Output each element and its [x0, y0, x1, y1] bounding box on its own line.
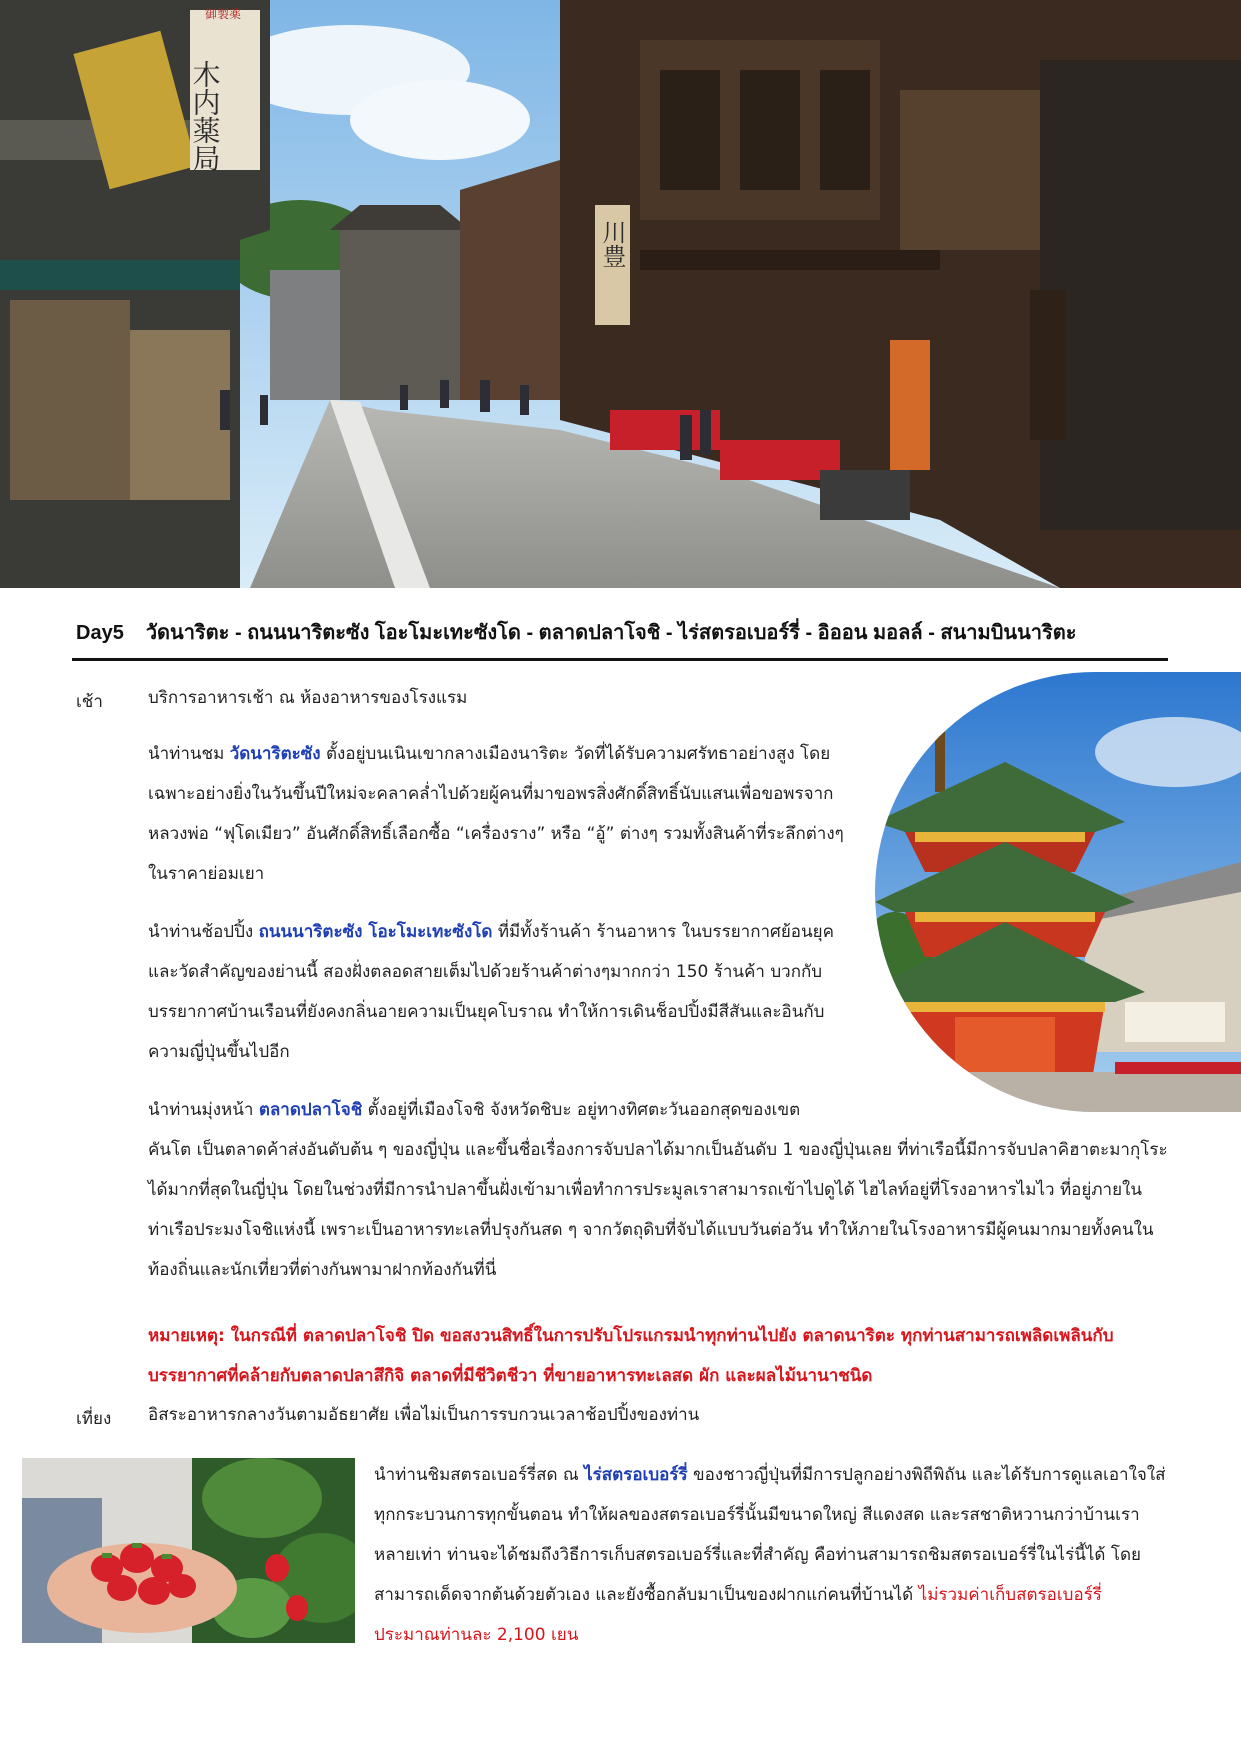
morning-label: เช้า [76, 692, 103, 712]
strawberry-paragraph [374, 1455, 1168, 1655]
lunch-text: อิสระอาหารกลางวันตามอัธยาศัย เพื่อไม่เป็นการรบกวนเวลาช้อปปิ้งของท่าน [148, 1405, 700, 1425]
pharmacy-sign: 木内薬局 [188, 60, 222, 172]
strawberry-photo [22, 1458, 355, 1643]
day-route-title: วัดนาริตะ - ถนนนาริตะซัง โอะโมะเทะซังโด - ตลาดปลาโจชิ - ไร่สตรอเบอร์รี่ - อิออน มอลล์ - สนามบินนาริตะ [145, 622, 1077, 644]
strawberry-illustration [22, 1458, 355, 1643]
street-name: ถนนนาริตะซัง โอะโมะเทะซังโด [258, 922, 493, 942]
street-text: ที่มีทั้งร้านค้า ร้านอาหาร ในบรรยากาศย้อนยุค และวัดสำคัญของย่านนี้ สองฝั่งตลอดสายเต็มไปด้วยร้านค้าต่างๆมากกว่า 150 ร้านค้า บวกกับบรรยากาศบ้านเรือนที่ยังคงกลิ่นอายความเป็นยุคโบราณ ทำให้การเดินช็อปปิ้งมีสีสันและอินกับความญี่ปุ่นขึ้นไปอีก [148, 922, 834, 1062]
pagoda-illustration [875, 672, 1241, 1112]
pagoda-photo [875, 672, 1241, 1112]
strawberry-text: ของชาวญี่ปุ่นที่มีการปลูกอย่างพิถีพิถัน และได้รับการดูแลเอาใจใส่ทุกกระบวนการทุกขั้นตอน ทำให้ผลของสตรอเบอร์รี่นั้นมีขนาดใหญ่ สีแดงสด และรสชาติหวานกว่าบ้านเราหลายเท่า ท่านจะได้ชมถึงวิธีการเก็บสตรอเบอร์รี่และที่สำคัญ คือท่านสามารถชิมสตรอเบอร์รี่ในไร่นี้ได้ โดยสามารถเด็ดจากต้นด้วยตัวเอง และยังซื้อกลับมาเป็นของฝากแก่คนที่บ้านได้ [374, 1465, 1166, 1605]
closure-note: หมายเหตุ: ในกรณีที่ ตลาดปลาโจชิ ปิด ขอสงวนสิทธิ์ในการปรับโปรแกรมนำทุกท่านไปยัง ตลาดนาริตะ ทุกท่านสามารถเพลิดเพลินกับบรรยากาศที่คล้ายกับตลาดปลาสึกิจิ ตลาดที่มีชีวิตชีวา ที่ขายอาหารทะเลสด ผัก และผลไม้นานาชนิด [148, 1326, 1114, 1386]
street-lead: นำท่านช้อปปิ้ง [148, 922, 259, 942]
small-sign-text: 御製薬 [205, 7, 242, 21]
day-heading [76, 616, 1166, 648]
market-paragraph-rest: คันโต เป็นตลาดค้าส่งอันดับต้น ๆ ของญี่ปุ่น และขึ้นชื่อเรื่องการจับปลาได้มากเป็นอันดับ 1 ของญี่ปุ่นเลย ที่ท่าเรือนี้มีการจับปลาคิฮาตะมากุโระได้มากที่สุดในญี่ปุ่น โดยในช่วงที่มีการนำปลาขึ้นฝั่งเข้ามาเพื่อทำการประมูลเราสามารถเข้าไปดูได้ ไฮไลท์อยู่ที่โรงอาหารไมไว ที่อยู่ภายในท่าเรือประมงโจชิแห่งนี้ เพราะเป็นอาหารทะเลที่ปรุงกันสด ๆ จากวัตถุดิบที่จับได้แบบวันต่อวัน ทำให้ภายในโรงอาหารมีผู้คนมากมายทั้งคนในท้องถิ่นและนักเที่ยวที่ต่างกันพามาฝากท้องกันที่นี่ [148, 1140, 1168, 1280]
market-name: ตลาดปลาโจชิ [258, 1100, 363, 1120]
street-scene-illustration [0, 0, 1241, 588]
market-lead: นำท่านมุ่งหน้า [148, 1100, 259, 1120]
strawberry-fee: ไม่รวมค่าเก็บสตรอเบอร์รี่ ประมาณท่านละ 2,100 เยน [374, 1585, 1102, 1645]
heading-underline [72, 658, 1168, 661]
market-text-first: ตั้งอยู่ที่เมืองโจชิ จังหวัดชิบะ อยู่ทางทิศตะวันออกสุดของเขต [362, 1100, 801, 1120]
temple-lead: นำท่านชม [148, 744, 230, 764]
strawberry-farm-name: ไร่สตรอเบอร์รี่ [584, 1465, 688, 1485]
market-paragraph-first-line [148, 1090, 866, 1130]
street-paragraph [148, 912, 866, 1072]
breakfast-text: บริการอาหารเช้า ณ ห้องอาหารของโรงแรม [148, 688, 468, 708]
shop-sign: 川豊 [598, 220, 626, 268]
temple-name: วัดนาริตะซัง [229, 744, 321, 764]
hero-street-photo [0, 0, 1241, 588]
strawberry-lead: นำท่านชิมสตรอเบอร์รี่สด ณ [374, 1465, 585, 1485]
day-label: Day5 [76, 622, 124, 644]
lunch-label: เที่ยง [76, 1409, 112, 1429]
temple-paragraph [148, 734, 866, 894]
temple-text: ตั้งอยู่บนเนินเขากลางเมืองนาริตะ วัดที่ได้รับความศรัทธาอย่างสูง โดยเฉพาะอย่างยิ่งในวันขึ้นปีใหม่จะคลาคล่ำไปด้วยผู้คนที่มาขอพรสิ่งศักดิ์สิทธิ์นับแสนเพื่อขอพรจากหลวงพ่อ “ฟุโดเมียว” อันศักดิ์สิทธิ์เลือกซื้อ “เครื่องราง” หรือ “อู้” ต่างๆ รวมทั้งสินค้าที่ระลึกต่างๆ ในราคาย่อมเยา [148, 744, 844, 884]
